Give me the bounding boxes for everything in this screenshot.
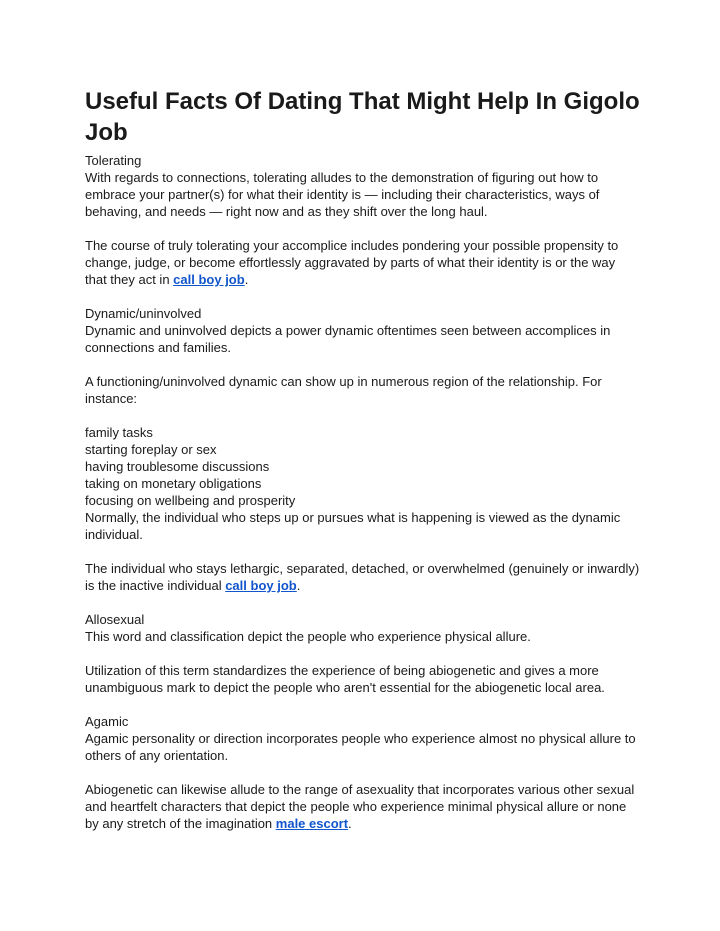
section-tolerating-paragraph-1: With regards to connections, tolerating alludes to the demonstration of figuring out how to embrace your partner(s) for what their identity is — including their characteristics, ways of behaving, and needs — right now and as they shift over the long haul. — [85, 170, 600, 219]
list-item: family tasks — [85, 425, 153, 440]
paragraph-text: The course of truly tolerating your accomplice includes pondering your possible propensity to change, judge, or become effortlessly aggravated by parts of what their identity is or the way that they act in — [85, 238, 619, 287]
section-dynamic-paragraph-2: A functioning/uninvolved dynamic can show up in numerous region of the relationship. For instance: — [85, 374, 602, 406]
section-agamic-paragraph-1: Agamic personality or direction incorporates people who experience almost no physical allure to others of any orientation. — [85, 731, 636, 763]
examples-list — [85, 424, 640, 509]
paragraph-end: . — [348, 816, 352, 831]
section-allosexual-paragraph-2: Utilization of this term standardizes the experience of being abiogenetic and gives a more unambiguous mark to depict the people who aren't essential for the abiogenetic local area. — [85, 663, 605, 695]
paragraph-end: . — [296, 578, 301, 593]
call-boy-job-link[interactable]: call boy job — [225, 578, 297, 593]
list-item: having troublesome discussions — [85, 459, 270, 474]
section-dynamic-heading: Dynamic/uninvolved — [85, 306, 202, 321]
list-item: taking on monetary obligations — [85, 476, 262, 491]
section-tolerating-paragraph-2 — [85, 237, 640, 288]
paragraph-end: . — [244, 272, 249, 287]
paragraph-text: The individual who stays lethargic, separated, detached, or overwhelmed (genuinely or inwardly) is the inactive individual — [85, 561, 640, 593]
list-item: starting foreplay or sex — [85, 442, 217, 457]
section-dynamic-paragraph-1: Dynamic and uninvolved depicts a power dynamic oftentimes seen between accomplices in connections and families. — [85, 323, 611, 355]
document-body — [85, 152, 640, 832]
section-dynamic-paragraph-4 — [85, 560, 640, 594]
list-item: focusing on wellbeing and prosperity — [85, 493, 296, 508]
paragraph-text: Abiogenetic can likewise allude to the range of asexuality that incorporates various other sexual and heartfelt characters that depict the people who experience minimal physical allure or none by any stretch of the imagination — [85, 782, 635, 831]
page-title: Useful Facts Of Dating That Might Help In Gigolo Job — [85, 88, 640, 146]
male-escort-link[interactable]: male escort — [275, 816, 349, 831]
section-allosexual-paragraph-1: This word and classification depict the people who experience physical allure. — [85, 629, 531, 644]
call-boy-job-link[interactable]: call boy job — [173, 272, 245, 287]
document-page — [85, 86, 640, 832]
section-agamic-paragraph-2 — [85, 781, 640, 832]
section-dynamic-paragraph-3: Normally, the individual who steps up or pursues what is happening is viewed as the dynamic individual. — [85, 510, 621, 542]
section-tolerating-heading: Tolerating — [85, 153, 142, 168]
section-allosexual-heading: Allosexual — [85, 612, 145, 627]
section-agamic-heading: Agamic — [85, 714, 129, 729]
